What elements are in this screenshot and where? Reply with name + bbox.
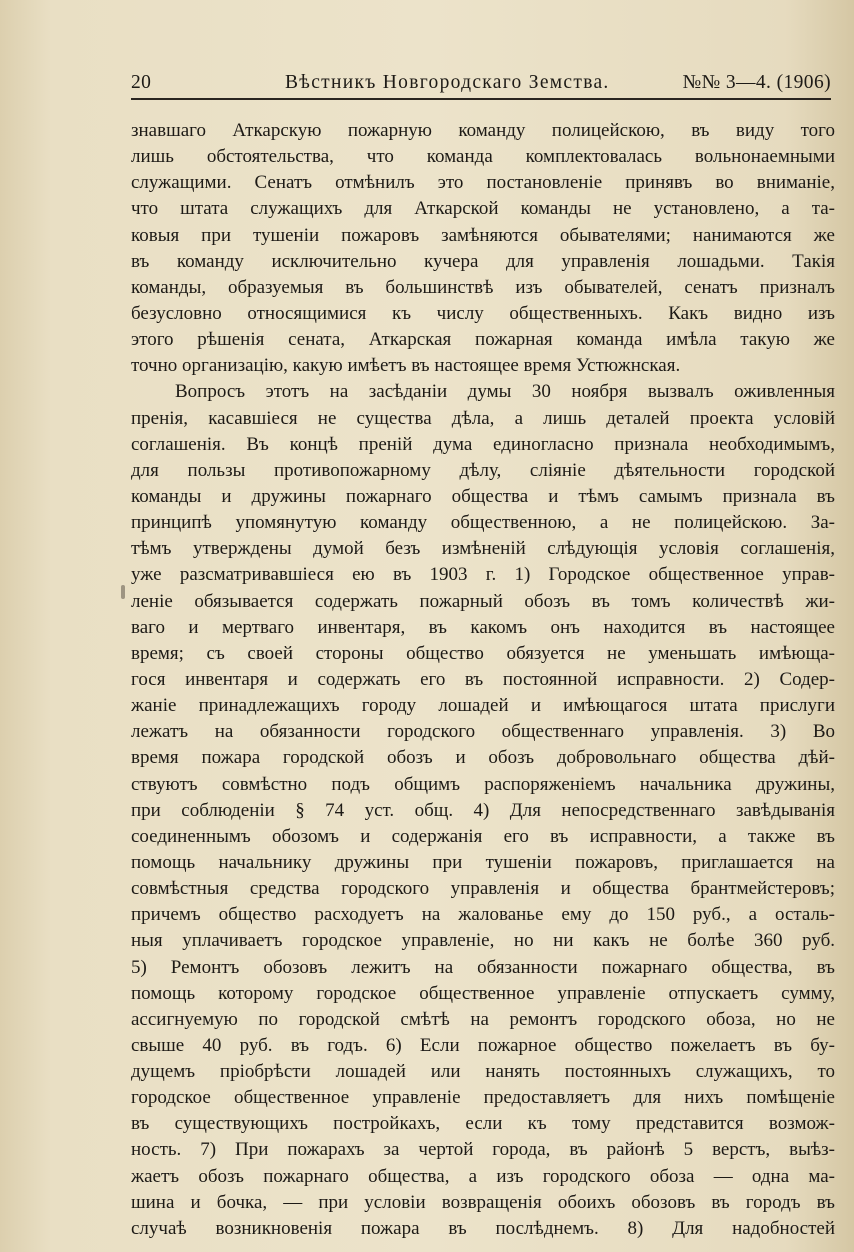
text-line: время пожара городской обозъ и обозъ добровольнаго общества дѣй- bbox=[131, 747, 835, 769]
text-line: помощь которому городское общественное управленіе отпускаетъ сумму, bbox=[131, 982, 835, 1004]
journal-title: Вѣстникъ Новгородскаго Земства. bbox=[285, 72, 610, 93]
text-line: лежатъ на обязанности городского общественнаго управленія. 3) Во bbox=[131, 721, 835, 743]
text-line: пренія, касавшіеся не существа дѣла, а лишь деталей проекта условій bbox=[131, 407, 835, 429]
body-text bbox=[131, 118, 835, 1242]
text-line: принципѣ упомянутую команду общественною, а не полицейскою. За- bbox=[131, 512, 835, 534]
text-line: случаѣ возникновенія пожара въ послѣднемъ. 8) Для надобностей bbox=[131, 1217, 835, 1239]
text-line: соединеннымъ обозомъ и содержанія его въ исправности, а также въ bbox=[131, 825, 835, 847]
text-line: что штата служащихъ для Аткарской команды не установлено, а та- bbox=[131, 198, 835, 220]
text-line: ствуютъ совмѣстно подъ общимъ распоряженіемъ начальника дружины, bbox=[131, 773, 835, 795]
text-line: лишь обстоятельства, что команда комплектовалась вольнонаемными bbox=[131, 146, 835, 168]
text-line: свыше 40 руб. въ годъ. 6) Если пожарное общество пожелаетъ въ бу- bbox=[131, 1034, 835, 1056]
text-line: причемъ общество расходуетъ на жалованье ему до 150 руб., а осталь- bbox=[131, 904, 835, 926]
text-line: 5) Ремонтъ обозовъ лежитъ на обязанности пожарнаго общества, въ bbox=[131, 956, 835, 978]
text-line: совмѣстныя средства городского управленія и общества брантмейстеровъ; bbox=[131, 878, 835, 900]
text-line: жаетъ обозъ пожарнаго общества, а изъ городского обоза — одна ма- bbox=[131, 1165, 835, 1187]
text-line: ваго и мертваго инвентаря, въ какомъ онъ находится въ настоящее bbox=[131, 616, 835, 638]
page-number: 20 bbox=[131, 72, 152, 93]
text-line: помощь начальнику дружины при тушеніи пожаровъ, приглашается на bbox=[131, 851, 835, 873]
text-line: ность. 7) При пожарахъ за чертой города, въ районѣ 5 верстъ, выѣз- bbox=[131, 1139, 835, 1161]
issue-number: №№ 3—4. (1906) bbox=[682, 72, 831, 93]
text-line: команды, образуемыя въ большинствѣ изъ обывателей, сенатъ призналъ bbox=[131, 276, 835, 298]
text-line: въ команду исключительно кучера для управленія лошадьми. Такія bbox=[131, 250, 835, 272]
text-line: точно организацію, какую имѣетъ въ настоящее время Устюжнская. bbox=[131, 355, 681, 377]
text-line: дущемъ пріобрѣсти лошадей или нанять постоянныхъ служащихъ, то bbox=[131, 1061, 835, 1083]
text-line: ковыя при тушеніи пожаровъ замѣняются обывателями; нанимаются же bbox=[131, 224, 835, 246]
text-line: тѣмъ утверждены думой безъ измѣненій слѣдующія условія соглашенія, bbox=[131, 538, 835, 560]
text-line: время; съ своей стороны общество обязуется не уменьшать имѣюща- bbox=[131, 642, 835, 664]
text-line: ассигнуемую по городской смѣтѣ на ремонтъ городского обоза, но не bbox=[131, 1008, 835, 1030]
text-line: городское общественное управленіе предоставляетъ для нихъ помѣщеніе bbox=[131, 1087, 835, 1109]
margin-mark bbox=[121, 585, 125, 599]
header-rule bbox=[131, 98, 831, 100]
text-line: ныя уплачиваетъ городское управленіе, но ни какъ не болѣе 360 руб. bbox=[131, 930, 835, 952]
text-line: безусловно относящимися къ числу общественныхъ. Какъ видно изъ bbox=[131, 302, 835, 324]
text-line: этого рѣшенія сената, Аткарская пожарная команда имѣла такую же bbox=[131, 329, 835, 351]
text-line: леніе обязывается содержать пожарный обозъ въ томъ количествѣ жи- bbox=[131, 590, 835, 612]
text-line: жаніе принадлежащихъ городу лошадей и имѣющагося штата прислуги bbox=[131, 695, 835, 717]
running-header bbox=[131, 68, 835, 98]
text-line: Вопросъ этотъ на засѣданіи думы 30 ноября вызвалъ оживленныя bbox=[175, 381, 835, 403]
text-line: команды и дружины пожарнаго общества и тѣмъ самымъ признала въ bbox=[131, 485, 835, 507]
text-line: уже разсматривавшіеся ею въ 1903 г. 1) Городское общественное управ- bbox=[131, 564, 835, 586]
text-line: шина и бочка, — при условіи возвращенія обоихъ обозовъ въ городъ въ bbox=[131, 1191, 835, 1213]
text-line: соглашенія. Въ концѣ преній дума единогласно признала необходимымъ, bbox=[131, 433, 835, 455]
text-line: знавшаго Аткарскую пожарную команду полицейскою, въ виду того bbox=[131, 120, 835, 141]
text-line: въ существующихъ постройкахъ, если къ тому представится возмож- bbox=[131, 1113, 835, 1135]
text-line: служащими. Сенатъ отмѣнилъ это постановленіе принявъ во вниманіе, bbox=[131, 172, 835, 194]
text-line: для пользы противопожарному дѣлу, сліяніе дѣятельности городской bbox=[131, 459, 835, 481]
text-line: при соблюденіи § 74 уст. общ. 4) Для непосредственнаго завѣдыванія bbox=[131, 799, 835, 821]
text-line: гося инвентаря и содержать его въ постоянной исправности. 2) Содер- bbox=[131, 668, 835, 690]
